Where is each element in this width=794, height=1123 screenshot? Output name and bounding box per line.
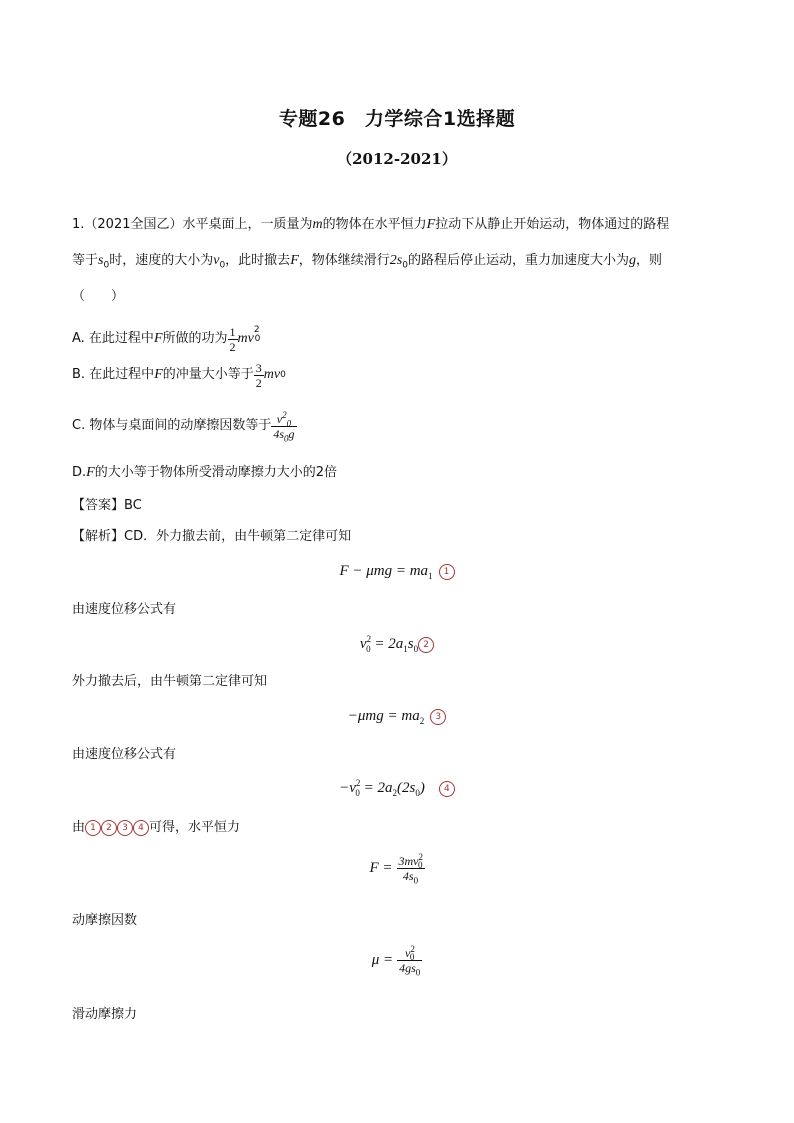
option-c: C. 物体与桌面间的动摩擦因数等于 $\frac{v^2_0}{4s_0g}$ [72, 409, 295, 443]
analysis-intro: 【解析】CD．外力撤去前，由牛顿第二定律可知 [72, 529, 352, 544]
circled-ref-2: 2 [101, 820, 117, 836]
circled-marker-3: 3 [430, 709, 446, 725]
analysis-text-1: 由速度位移公式有 [72, 602, 177, 617]
equation-6: μ = $\frac{v^2_0}{4gs_0}$ [371, 944, 421, 978]
fraction-force: $\frac{3mv^2_0}{4s_0}$ [398, 852, 424, 886]
analysis-text-4: 由 1 2 3 4 可得，水平恒力 [72, 820, 241, 835]
circled-ref-4: 4 [133, 820, 149, 836]
circled-ref-3: 3 [117, 820, 133, 836]
circled-marker-2: 2 [418, 637, 434, 653]
circled-ref-1: 1 [85, 820, 101, 836]
analysis-text-6: 滑动摩擦力 [72, 1007, 138, 1022]
circled-marker-1: 1 [439, 564, 455, 580]
fraction-three-halves: $\frac{3}{2}$ [255, 360, 262, 390]
analysis-text-5: 动摩擦因数 [72, 913, 138, 928]
circled-marker-4: 4 [439, 781, 455, 797]
option-b: B. 在此过程中 F 的冲量大小等于 $\frac{3}{2}$ mv 0 [72, 360, 286, 390]
question-line-1: 1.（2021全国乙）水平桌面上，一质量为m的物体在水平恒力F拉动下从静止开始运动，物体通过的路程 [72, 217, 670, 232]
equation-3: $-\mu mg = ma_2$ 3 [0, 708, 794, 725]
page-subtitle: （2012-2021） [337, 150, 457, 168]
option-a: A. 在此过程中 F 所做的功为 $\frac{1}{2}$ mv 20 [72, 324, 261, 354]
equation-1: $F - \mu mg = ma_1$ 1 [0, 563, 794, 580]
analysis-text-2: 外力撤去后，由牛顿第二定律可知 [72, 674, 268, 689]
answer-line: 【答案】BC [72, 498, 142, 513]
fraction-one-half: $\frac{1}{2}$ [229, 324, 236, 354]
equation-2: $v^2_0 = 2a_1s_0$ 2 [0, 636, 794, 653]
question-line-2: 等于$s_0$时，速度的大小为$v_0$，此时撤去F，物体继续滑行$2s_0$的路程后停止运动，重力加速度大小为g，则 [72, 253, 662, 271]
analysis-text-3: 由速度位移公式有 [72, 747, 177, 762]
equation-5: F = $\frac{3mv^2_0}{4s_0}$ [369, 852, 424, 886]
option-d: D.F的大小等于物体所受滑动摩擦力大小的2倍 [72, 465, 337, 480]
question-answer-bracket: （ ） [72, 289, 125, 304]
fraction-friction-coefficient: $\frac{v^2_0}{4s_0g}$ [273, 409, 295, 443]
fraction-mu: $\frac{v^2_0}{4gs_0}$ [399, 944, 421, 978]
equation-4: $-v^2_0 = 2a_2(2s_0)$ 4 [0, 780, 794, 797]
page-title: 专题26 力学综合1选择题 [278, 108, 516, 130]
